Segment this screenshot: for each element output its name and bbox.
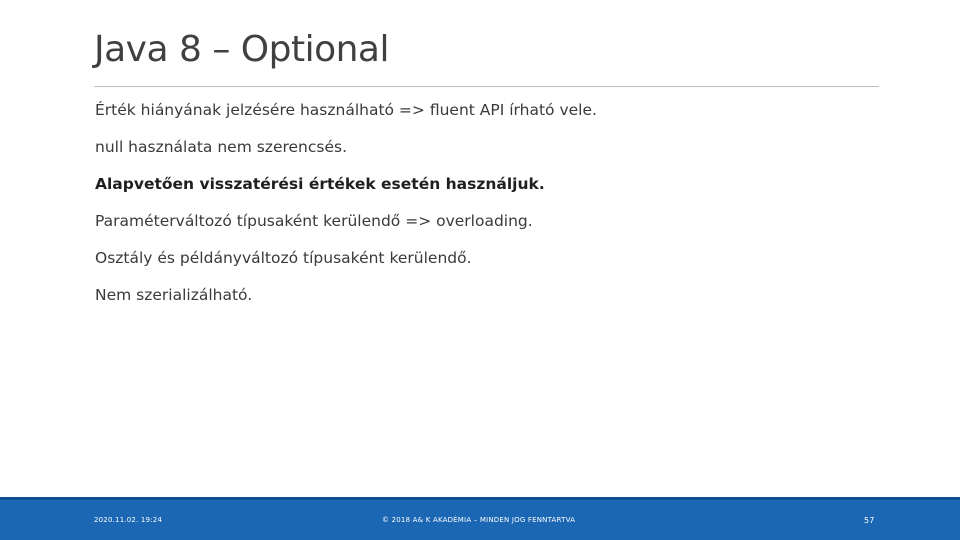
slide-title: Java 8 – Optional — [94, 29, 389, 70]
bullet-item: Érték hiányának jelzésére használható => fluent API írható vele. — [95, 101, 597, 119]
footer-copyright: © 2018 A& K AKADÉMIA – MINDEN JOG FENNTARTVA — [382, 516, 576, 524]
bullet-item: Osztály és példányváltozó típusaként kerülendő. — [95, 249, 472, 267]
bullet-item: null használata nem szerencsés. — [95, 138, 348, 156]
footer-date: 2020.11.02. 19:24 — [94, 516, 163, 524]
bullet-list — [95, 100, 597, 322]
bullet-item-emphasized: Alapvetően visszatérési értékek esetén használjuk. — [95, 175, 545, 193]
bullet-item: Nem szerializálható. — [95, 286, 253, 304]
title-divider — [94, 86, 879, 87]
bullet-item: Paraméterváltozó típusaként kerülendő => overloading. — [95, 212, 533, 230]
footer-bar — [0, 497, 960, 540]
page-number: 57 — [864, 516, 875, 525]
